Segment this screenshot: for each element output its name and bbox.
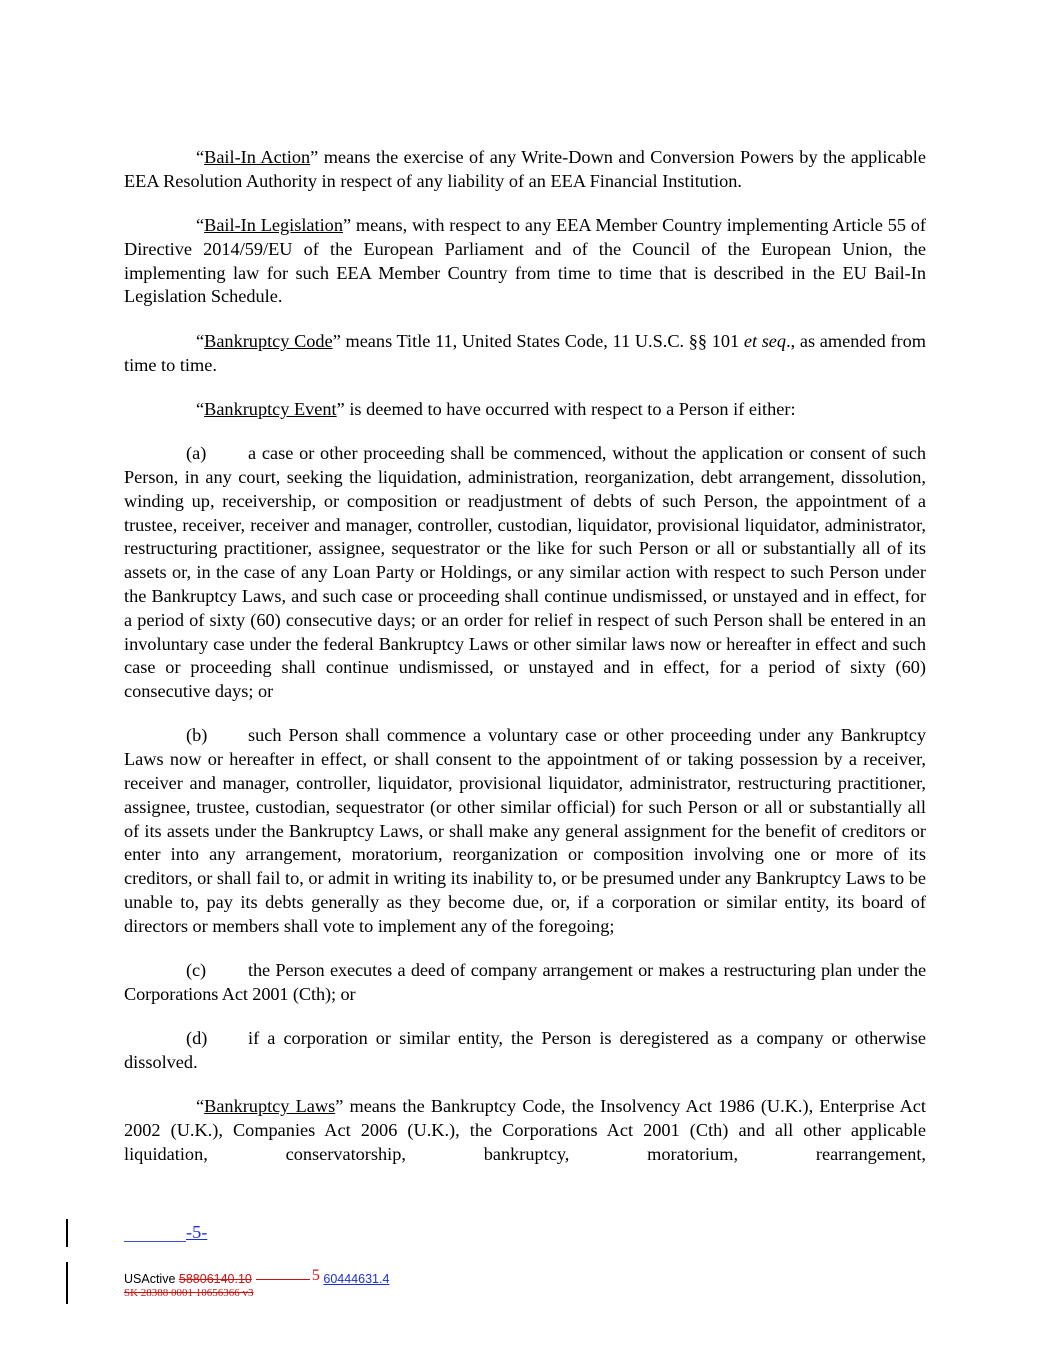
clause-text: the Person executes a deed of company arrangement or makes a restructuring plan under the Corporations Act 2001 (Cth); or [124,960,926,1004]
revision-bar-top [66,1219,68,1247]
definition-text-end: ., as amended from time to time. [124,330,926,375]
document-body [124,146,926,1187]
deletion-rule [256,1279,310,1280]
inserted-doc-id: 60444631.4 [323,1272,390,1286]
clause-label: (c) [186,960,206,981]
clause-label: (d) [186,1028,208,1049]
clause-label: (b) [186,725,208,746]
footer-prefix: USActive [124,1272,179,1286]
open-quote: “ [196,215,205,236]
definition-text: ” is deemed to have occurred with respect to a Person if either: [336,398,796,419]
open-quote: “ [196,398,205,419]
defined-term: Bankruptcy Event [204,398,337,419]
definition-bankruptcy-code [124,330,926,378]
italic-text: et seq [743,330,787,351]
defined-term: Bankruptcy Code [204,330,333,351]
definition-bail-in-legislation [124,214,926,309]
page-number: -5- [186,1222,208,1242]
clause-c [124,959,926,1007]
open-quote: “ [196,147,205,167]
clause-text: if a corporation or similar entity, the Person is deregistered as a company or otherwise dissolved. [124,1028,926,1072]
footer-deleted-line: SK 28388 0001 10656366 v3 [124,1287,254,1299]
defined-term: Bankruptcy Laws [204,1096,336,1117]
clause-b [124,724,926,938]
definition-text: ” means Title 11, United States Code, 11 U.S.C. §§ 101 [332,330,744,351]
open-quote: “ [196,330,205,351]
clause-text: a case or other proceeding shall be commenced, without the application or consent of such Person, in any court, seeking the liquidation, administration, reorganization, debt arrangement, dissolution, winding up, receivership, or composition or readjustment of debts of such Person, the appointment of a trustee, receiver, receiver and manager, controller, custodian, liquidator, provisional liquidator, administrator, restructuring practitioner, assignee, sequestrator or the like for such Person or all or substantially all of its assets or, in the case of any Loan Party or Holdings, or any similar action with respect to such Person under the Bankruptcy Laws, and such case or proceeding shall continue undismissed, or unstayed and in effect, for a period of sixty (60) consecutive days; or an order for relief in respect of such Person shall be entered in an involuntary case under the federal Bankruptcy Laws or other similar laws now or hereafter in effect and such case or proceeding shall continue undismissed, or unstayed and in effect, for a period of sixty (60) consecutive days; or [124,443,926,702]
footer-page-marker: 5 [311,1267,320,1284]
definition-bail-in-action [124,146,926,194]
definition-text: ” means the exercise of any Write-Down and Conversion Powers by the applicable EEA Resolution Authority in respect of any liability of an EEA Financial Institution. [124,147,926,191]
clause-label: (a) [186,443,207,464]
deleted-doc-id: 58806140.10 [178,1272,252,1286]
page-number-rule [124,1241,186,1242]
definition-bankruptcy-laws [124,1095,926,1166]
defined-term: Bail-In Legislation [204,215,343,236]
definition-text: ” means, with respect to any EEA Member Country implementing Article 55 of Directive 2014/59/EU of the European Parliament and of the Council of the European Union, the implementing law for such EEA Member Country from time to time that is described in the EU Bail-In Legislation Schedule. [124,215,927,307]
defined-term: Bail-In Action [204,147,311,167]
definition-bankruptcy-event [124,398,926,422]
revision-bar-bottom [66,1262,68,1304]
open-quote: “ [196,1096,205,1117]
definition-text: ” means the Bankruptcy Code, the Insolvency Act 1986 (U.K.), Enterprise Act 2002 (U.K.), Companies Act 2006 (U.K.), the Corporations Act 2001 (Cth) and all other applicable liquidation, conservatorship, bankruptcy, moratorium, rearrangement, [124,1096,926,1164]
clause-d [124,1027,926,1075]
footer-doc-id [124,1267,389,1286]
clause-text: such Person shall commence a voluntary case or other proceeding under any Bankruptcy Laws now or hereafter in effect, or shall consent to the appointment of or taking possession by a receiver, receiver and manager, controller, liquidator, provisional liquidator, administrator, restructuring practitioner, assignee, trustee, custodian, sequestrator (or other similar official) for such Person or all or substantially all of its assets under the Bankruptcy Laws, or shall make any general assignment for the benefit of creditors or enter into any arrangement, moratorium, reorganization or composition involving one or more of its creditors, or shall fail to, or admit in writing its inability to, or be presumed under any Bankruptcy Laws to be unable to, pay its debts generally as they become due, or, if a corporation or similar entity, its board of directors or members shall vote to implement any of the foregoing; [124,725,926,936]
clause-a [124,442,926,704]
